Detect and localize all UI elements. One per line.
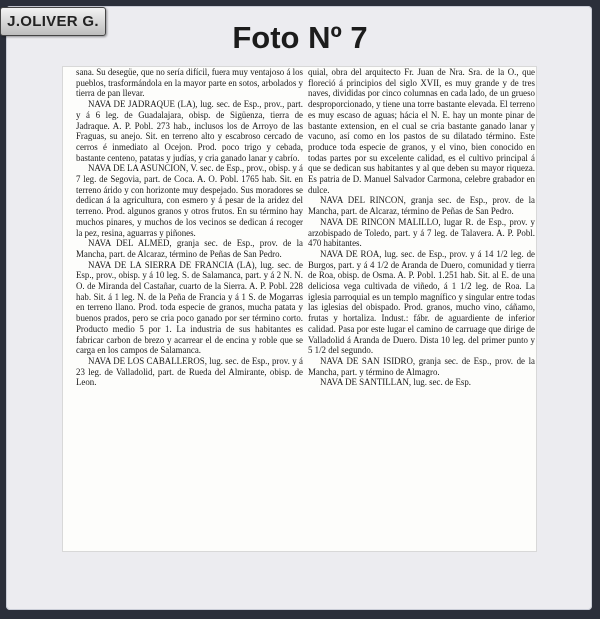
left-column [76, 67, 303, 551]
entry-nava-del-almed: NAVA DEL ALMED, granja sec. de Esp., prov. de la Mancha, part. de Alcaraz, término de Peñas de San Pedro. [76, 238, 303, 259]
entry-nava-de-la-asuncion: NAVA DE LA ASUNCION, V. sec. de Esp., prov., obisp. y á 7 leg. de Segovia, part. de Coca. A. O. Pobl. 1765 hab. Sit. en terreno árido y con horizonte muy despejado. Sus moradores se dedican á la agricultura, con esmero y á pesar de la aridez del terreno. Prod. algunos granos y otros frutos. En su término hay muchos pinares, y muchos de los vecinos se dedican á recoger la pez, resina, aguarras y piñones. [76, 163, 303, 238]
page-title: Foto Nº 7 [232, 20, 368, 55]
entry-nava-de-jadraque: NAVA DE JADRAQUE (LA), lug. sec. de Esp., prov., part. y á 6 leg. de Guadalajara, obisp. de Sigüenza, tierra de Jadraque. A. P. Pobl. 273 hab., inclusos los de Arroyo de las Fraguas, su anejo. Sit. en terreno alto y escabroso cercado de cerros é inmediato al Ocejon. Prod. poco trigo y cebada, bastante centeno, patatas y judías, y cria ganado lanar y cabrío. [76, 99, 303, 163]
author-badge: J.OLIVER G. [0, 7, 106, 36]
paragraph-continuation: quial, obra del arquitecto Fr. Juan de Nra. Sra. de la O., que floreció á principios del siglo XVII, es muy grande y de tres naves, divididas por cinco columnas en cada lado, de un grueso desproporcionado, y tiene una torre bastante elevada. El terreno es muy escaso de aguas; hácia el N. E. hay un monte pinar de bastante extension, en el cual se cria bastante ganado lanar y vacuno, así como en los pastos de su dilatado término. Este produce toda especie de granos, y el vino, bien conocido en todas partes por su excelente calidad, es el cultivo principal á que se dedican sus habitantes y al que deben su mayor riqueza. Es patria de D. Manuel Salvador Carmona, celebre grabador en dulce. [308, 67, 535, 195]
entry-nava-de-roa: NAVA DE ROA, lug. sec. de Esp., prov. y á 14 1/2 leg. de Burgos, part. y á 4 1/2 de Aranda de Duero, comunidad y tierra de Roa, obisp. de Osma. A. P. Pobl. 1.251 hab. Sit. al E. de una deliciosa vega cultivada de viñedo, á 1 1/2 leg. de Roa. La iglesia parroquial es un templo magnífico y singular entre todas las iglesias del obispado. Prod. granos, mucho vino, cáñamo, frutas y hortaliza. Indust.: fábr. de aguardiente de inferior calidad. Pasa por este lugar el camino de carruage que dirige de Valladolid á Aranda de Duero. Dista 10 leg. del primer punto y 5 1/2 del segundo. [308, 248, 535, 356]
entry-nava-de-la-sierra-de-francia: NAVA DE LA SIERRA DE FRANCIA (LA), lug. sec. de Esp., prov., obisp. y á 10 leg. S. de Salamanca, part. y á 2 N. N. O. de Miranda del Castañar, cuarto de la Sierra. A. P. Pobl. 228 hab. Sit. á 1 leg. N. de la Peña de Francia y á 1 S. de Mogarras en terreno llano. Prod. toda especie de granos, mucha patata y buenos prados, pero se cria poco ganado por ser término corto. Producto medio 5 por 1. La industria de sus habitantes es fabricar carbon de brezo y acarrear el de encina y roble que se carga en los campos de Salamanca. [76, 259, 303, 356]
entry-nava-de-los-caballeros: NAVA DE LOS CABALLEROS, lug. sec. de Esp., prov. y á 23 leg. de Valladolid, part. de Rueda del Almirante, obisp. de Leon. [76, 355, 303, 388]
entry-nava-de-santillan: NAVA DE SANTILLAN, lug. sec. de Esp. [320, 377, 472, 388]
entry-nava-de-san-isidro: NAVA DE SAN ISIDRO, granja sec. de Esp., prov. de la Mancha, part. y término de Almagro. [308, 355, 535, 377]
entry-nava-del-rincon: NAVA DEL RINCON, granja sec. de Esp., prov. de la Mancha, part. de Alcaraz, término de Peñas de San Pedro. [308, 195, 535, 217]
paragraph-continuation: sana. Su desegüe, que no sería difícil, fuera muy ventajoso á los pueblos, trasformándola en la mayor parte en sotos, arbolados y tierra de pan llevar. [76, 67, 303, 99]
scanned-document [63, 67, 536, 551]
right-column [308, 67, 535, 551]
entry-nava-de-rincon-malillo: NAVA DE RINCON MALILLO, lugar R. de Esp., prov. y arzobispado de Toledo, part. y á 7 leg. de Talavera. A. P. Pobl. 470 habitantes. [308, 216, 535, 249]
